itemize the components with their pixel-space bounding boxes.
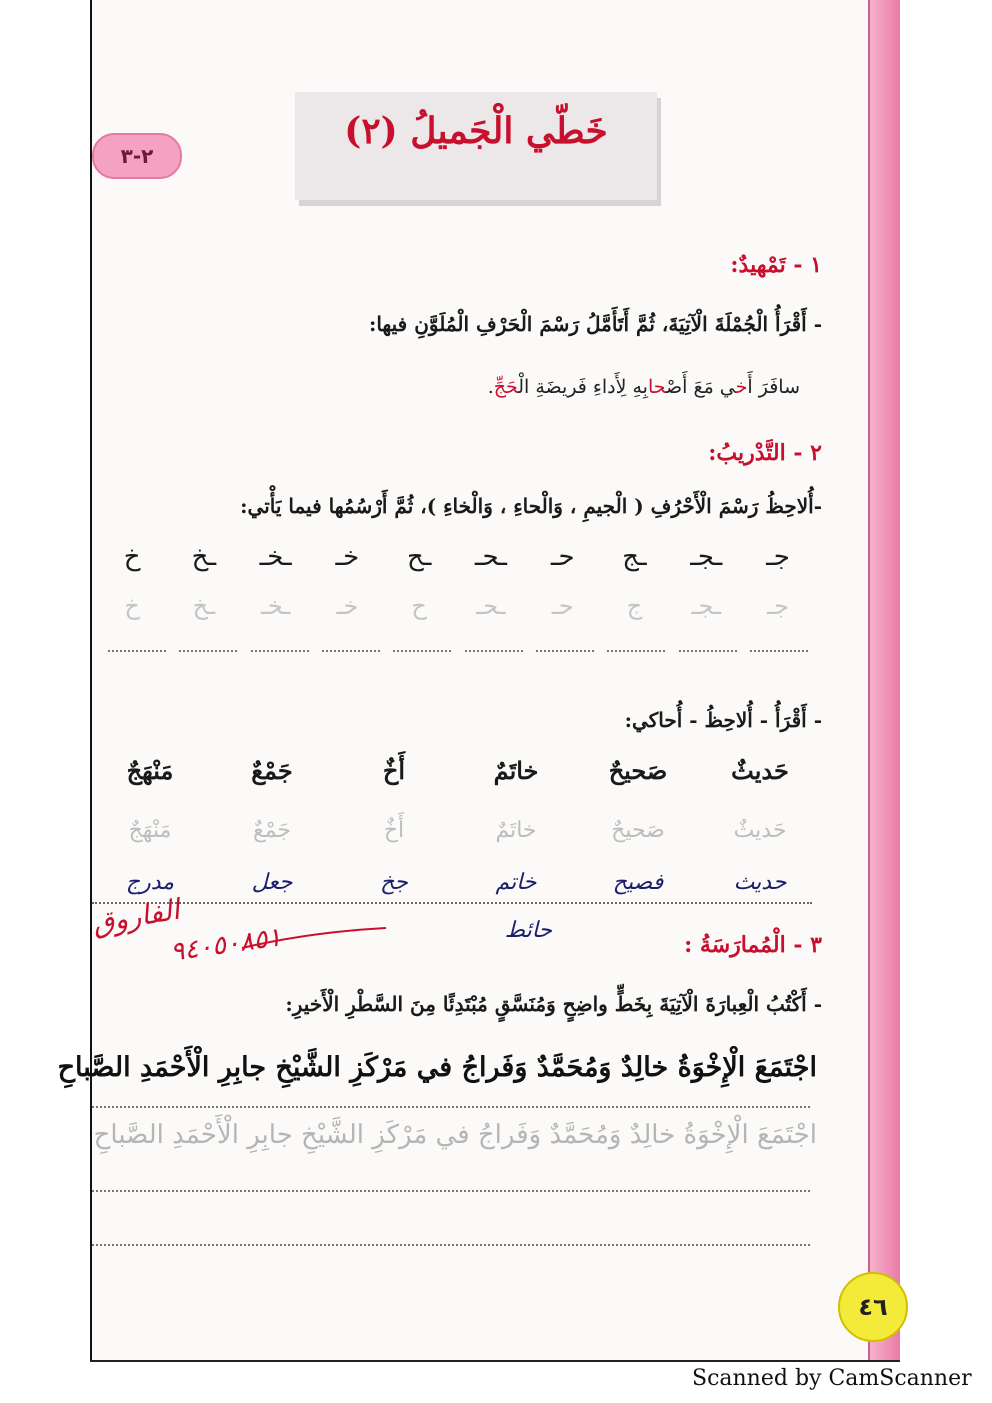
section1-heading: ١ - تَمْهيدٌ: bbox=[730, 252, 822, 278]
model-word: خاتَمٌ bbox=[493, 756, 539, 785]
handwritten-word: خاتم bbox=[495, 870, 537, 895]
handwritten-phone: ٩٤٠٥٠٨٥١ bbox=[168, 922, 284, 968]
red-pen-stroke bbox=[240, 924, 390, 954]
trace-word: جَمْعٌ bbox=[252, 818, 292, 843]
scanner-watermark: Scanned by CamScanner bbox=[692, 1366, 972, 1391]
words-row bbox=[100, 756, 810, 785]
handwritten-word: فصيح bbox=[612, 870, 664, 895]
dotted-blank bbox=[465, 650, 523, 652]
trace-word: حَديثٌ bbox=[733, 818, 787, 843]
model-word: حَديثٌ bbox=[731, 756, 789, 785]
letter-form: ـحـ bbox=[474, 542, 507, 572]
section2-heading: ٢ - التَّدْريبُ: bbox=[708, 440, 822, 466]
trace-word: أَخٌ bbox=[383, 818, 405, 843]
model-sentence: اجْتَمَعَ الْإِخْوَةُ خالِدٌ وَمُحَمَّدٌ وَفَراجُ في مَرْكَزِ الشَّيْخِ جابِرِ الْأَحْمَدِ الصَّباحِ bbox=[57, 1052, 817, 1083]
unit-badge: ٢-٣ bbox=[92, 133, 182, 179]
trace-letter: حـ bbox=[551, 592, 574, 620]
sentence-part: بِهِ لِأَداءِ فَريضَةِ الْ bbox=[518, 376, 648, 398]
sentence-part: . bbox=[487, 376, 494, 398]
trace-letters-row bbox=[100, 592, 810, 620]
trace-letter: ح bbox=[411, 592, 427, 620]
letter-form: ـجـ bbox=[690, 542, 723, 572]
section3-instruction: - أَكْتُبُ الْعِبارَةَ الْآتِيَةَ بِخَطٍّ واضِحٍ وَمُنَسَّقٍ مُبْتَدِئًا مِنَ السَّطْرِ الْأَخيرِ: bbox=[285, 992, 822, 1016]
page-edge bbox=[90, 0, 92, 1360]
dotted-blank bbox=[679, 650, 737, 652]
writing-line bbox=[92, 1244, 810, 1246]
model-word: صَحيحٌ bbox=[608, 756, 668, 785]
letter-form: ـخـ bbox=[259, 542, 292, 572]
dotted-blank bbox=[322, 650, 380, 652]
model-word: أَخٌ bbox=[382, 756, 406, 785]
section2-instruction2: - أَقْرَأُ - أُلاحِظُ - أُحاكي: bbox=[624, 708, 822, 732]
trace-letter: ـحـ bbox=[476, 592, 506, 620]
trace-letter: ـخـ bbox=[260, 592, 291, 620]
handwriting-line bbox=[92, 902, 812, 904]
trace-letter: ج bbox=[626, 592, 643, 620]
trace-word: خاتَمٌ bbox=[495, 818, 537, 843]
writing-line bbox=[92, 1106, 810, 1108]
handwritten-word: جخ bbox=[380, 870, 408, 895]
handwritten-word: مدرج bbox=[125, 870, 175, 895]
section2-instruction: -أُلاحِظُ رَسْمَ الْأَحْرُفِ ( الْجيمِ ، وَالْحاءِ ، وَالْخاءِ )، ثُمَّ أَرْسُمُها فيما يَأْتي: bbox=[240, 494, 822, 518]
dotted-blank bbox=[750, 650, 808, 652]
trace-letter: جـ bbox=[767, 592, 789, 620]
letter-form: جـ bbox=[766, 542, 790, 572]
writing-line bbox=[92, 1190, 810, 1192]
sentence-highlight: حا bbox=[647, 376, 667, 398]
trace-words-row bbox=[100, 818, 810, 843]
handwritten-words-row bbox=[100, 870, 810, 895]
trace-word: مَنْهَجٌ bbox=[128, 818, 172, 843]
dotted-blank bbox=[607, 650, 665, 652]
page-number: ٤٦ bbox=[838, 1272, 908, 1342]
trace-letter: خ bbox=[124, 592, 140, 620]
sentence-highlight: حَجِّ bbox=[493, 376, 519, 398]
trace-letter: خـ bbox=[336, 592, 359, 620]
letter-form: خـ bbox=[335, 542, 360, 572]
practice-dots-row bbox=[108, 650, 808, 652]
sentence-part: سافَرَ أَ bbox=[747, 376, 800, 398]
handwritten-word: حديث bbox=[733, 870, 787, 895]
section1-instruction: - أَقْرَأُ الْجُمْلَةَ الْآتِيَةَ، ثُمَّ أَتَأَمَّلُ رَسْمَ الْحَرْفِ الْمُلَوَّنِ فيها: bbox=[368, 312, 822, 336]
workbook-page bbox=[90, 0, 900, 1362]
trace-word: صَحيحٌ bbox=[611, 818, 665, 843]
handwritten-extra-word: حائط bbox=[504, 918, 552, 943]
letter-form: ـج bbox=[622, 542, 647, 572]
letter-form: ـخ bbox=[191, 542, 217, 572]
handwritten-word: جعل bbox=[251, 870, 293, 895]
sentence-highlight: خ bbox=[735, 376, 748, 398]
trace-letter: ـخ bbox=[192, 592, 216, 620]
section1-sentence bbox=[488, 376, 800, 398]
trace-sentence: اجْتَمَعَ الْإِخْوَةُ خالِدٌ وَمُحَمَّدٌ وَفَراجُ في مَرْكَزِ الشَّيْخِ جابِرِ الْأَحْمَدِ الصَّباحِ bbox=[93, 1120, 817, 1150]
dotted-blank bbox=[393, 650, 451, 652]
model-word: مَنْهَجٌ bbox=[126, 756, 174, 785]
dotted-blank bbox=[251, 650, 309, 652]
sentence-part: ي مَعَ أَصْ bbox=[666, 376, 736, 398]
section3-heading: ٣ - الْمُمارَسَةُ : bbox=[684, 932, 822, 958]
trace-letter: ـجـ bbox=[691, 592, 722, 620]
dotted-blank bbox=[536, 650, 594, 652]
pink-side-band bbox=[868, 0, 900, 1360]
model-word: جَمْعٌ bbox=[251, 756, 293, 785]
letter-form: حـ bbox=[550, 542, 575, 572]
letter-form: خ bbox=[123, 542, 141, 572]
dotted-blank bbox=[108, 650, 166, 652]
letters-row bbox=[100, 542, 810, 572]
dotted-blank bbox=[179, 650, 237, 652]
page-title: خَطّي الْجَميلُ (٢) bbox=[344, 110, 608, 152]
handwritten-name: الفاروق bbox=[89, 892, 182, 941]
letter-form: ـح bbox=[406, 542, 432, 572]
